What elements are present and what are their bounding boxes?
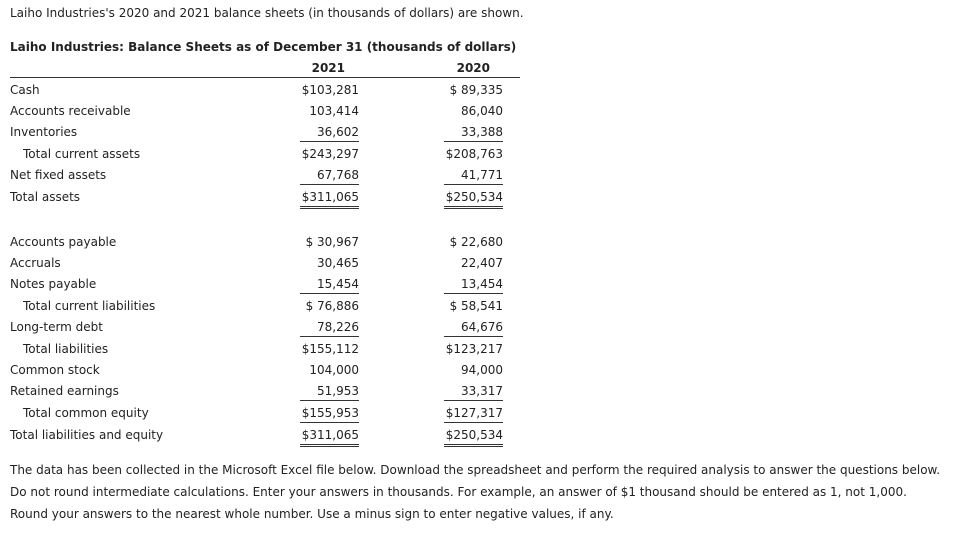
- column-header-2020: 2020: [456, 61, 490, 75]
- table-row-total-current-liabilities: [0, 299, 954, 319]
- value-2021: $155,953: [300, 406, 359, 423]
- row-label: Accruals: [10, 256, 61, 270]
- row-label: Inventories: [10, 125, 78, 139]
- value-2020: 41,771: [444, 168, 503, 185]
- value-2021: $311,065: [300, 190, 359, 209]
- value-2021: 30,465: [317, 256, 359, 270]
- table-row-notes-payable: [0, 277, 954, 297]
- row-label: Total liabilities: [23, 342, 109, 356]
- value-2021: 15,454: [300, 277, 359, 294]
- value-2021: 36,602: [300, 125, 359, 142]
- row-label: Total common equity: [23, 406, 149, 420]
- table-row-net-fixed-assets: [0, 168, 954, 188]
- table-row-total-liabilities: [0, 342, 954, 362]
- row-label: Total assets: [10, 190, 81, 204]
- table-row-accounts-payable: [0, 235, 954, 255]
- row-label: Notes payable: [10, 277, 97, 291]
- instructions-line-3: Round your answers to the nearest whole number. Use a minus sign to enter negative values, if any.: [10, 507, 614, 521]
- row-label: Total current liabilities: [23, 299, 156, 313]
- value-2021: 78,226: [300, 320, 359, 337]
- table-row-total-common-equity: [0, 406, 954, 426]
- intro-text: Laiho Industries's 2020 and 2021 balance sheets (in thousands of dollars) are shown.: [10, 6, 524, 20]
- value-2020: 64,676: [444, 320, 503, 337]
- row-label: Total current assets: [23, 147, 141, 161]
- table-row-accruals: [0, 256, 954, 276]
- value-2020: $123,217: [445, 342, 503, 356]
- instructions-line-1: The data has been collected in the Microsoft Excel file below. Download the spreadsheet and perform the required analysis to answer the questions below.: [10, 463, 941, 477]
- table-row-total-assets: [0, 190, 954, 210]
- value-2020: 33,317: [444, 384, 503, 401]
- row-label: Total liabilities and equity: [10, 428, 164, 442]
- table-row-total-current-assets: [0, 147, 954, 167]
- value-2021: 67,768: [300, 168, 359, 185]
- table-row-inventories: [0, 125, 954, 145]
- value-2020: $ 89,335: [449, 83, 503, 97]
- value-2020: $250,534: [444, 190, 503, 209]
- table-row-cash: [0, 83, 954, 103]
- value-2020: $ 58,541: [449, 299, 503, 313]
- row-label: Common stock: [10, 363, 100, 377]
- table-row-total-liabilities-and-equity: [0, 428, 954, 448]
- table-row-common-stock: [0, 363, 954, 383]
- value-2021: $103,281: [301, 83, 359, 97]
- value-2020: 13,454: [444, 277, 503, 294]
- row-label: Retained earnings: [10, 384, 119, 398]
- value-2020: 94,000: [461, 363, 503, 377]
- value-2020: 22,407: [461, 256, 503, 270]
- value-2021: 51,953: [300, 384, 359, 401]
- value-2020: $127,317: [444, 406, 503, 423]
- header-rule: [10, 77, 520, 78]
- value-2021: $311,065: [300, 428, 359, 447]
- column-header-2021: 2021: [311, 61, 345, 75]
- value-2021: 104,000: [309, 363, 359, 377]
- row-label: Cash: [10, 83, 40, 97]
- value-2020: $208,763: [445, 147, 503, 161]
- value-2021: $ 30,967: [305, 235, 359, 249]
- row-label: Accounts payable: [10, 235, 117, 249]
- table-row-retained-earnings: [0, 384, 954, 404]
- table-title: Laiho Industries: Balance Sheets as of December 31 (thousands of dollars): [10, 40, 517, 54]
- value-2021: 103,414: [309, 104, 359, 118]
- value-2021: $243,297: [301, 147, 359, 161]
- value-2020: 33,388: [444, 125, 503, 142]
- value-2020: $250,534: [444, 428, 503, 447]
- value-2020: $ 22,680: [449, 235, 503, 249]
- value-2021: $155,112: [301, 342, 359, 356]
- value-2020: 86,040: [461, 104, 503, 118]
- value-2021: $ 76,886: [305, 299, 359, 313]
- row-label: Long-term debt: [10, 320, 104, 334]
- instructions-line-2: Do not round intermediate calculations. Enter your answers in thousands. For example, an answer of $1 thousand should be entered as 1, not 1,000.: [10, 485, 907, 499]
- row-label: Net fixed assets: [10, 168, 107, 182]
- table-row-long-term-debt: [0, 320, 954, 340]
- table-row-accounts-receivable: [0, 104, 954, 124]
- row-label: Accounts receivable: [10, 104, 131, 118]
